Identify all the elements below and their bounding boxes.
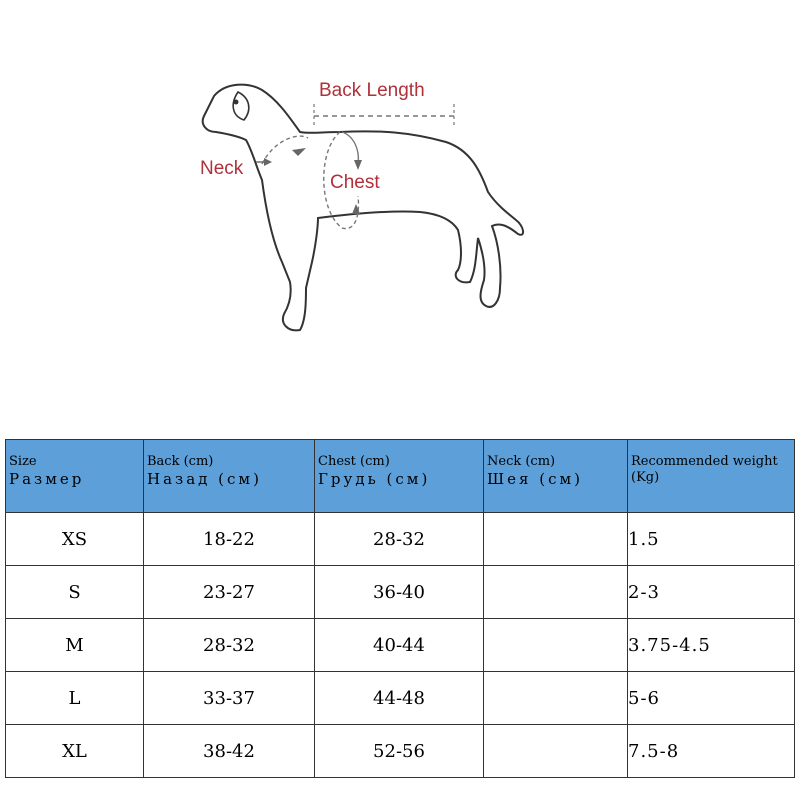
cell-weight: 5-6 [628,672,795,725]
cell-chest: 36-40 [315,566,484,619]
cell-size: S [6,566,144,619]
cell-chest: 40-44 [315,619,484,672]
header-back-ru: Назад (см) [147,470,262,488]
cell-neck [484,566,628,619]
cell-size: L [6,672,144,725]
cell-back: 28-32 [144,619,315,672]
cell-weight: 1.5 [628,513,795,566]
cell-chest: 52-56 [315,725,484,778]
cell-back: 23-27 [144,566,315,619]
neck-label: Neck [200,158,244,179]
cell-back: 33-37 [144,672,315,725]
cell-size: XS [6,513,144,566]
chest-label: Chest [330,172,380,193]
size-chart-table [5,439,795,778]
header-weight-unit: (Kg) [631,470,660,485]
cell-neck [484,513,628,566]
cell-chest: 28-32 [315,513,484,566]
header-weight [628,440,795,513]
cell-chest: 44-48 [315,672,484,725]
cell-neck [484,619,628,672]
header-size-en: Size [9,454,37,469]
cell-back: 38-42 [144,725,315,778]
back-length-label: Back Length [319,80,425,101]
cell-weight: 7.5-8 [628,725,795,778]
table-header-row [6,440,795,513]
header-chest-ru: Грудь (см) [318,470,431,488]
cell-back: 18-22 [144,513,315,566]
header-neck [484,440,628,513]
table-row [6,566,795,619]
cell-size: XL [6,725,144,778]
table-row [6,725,795,778]
header-back [144,440,315,513]
header-size-ru: Размер [9,470,85,488]
header-neck-en: Neck (cm) [487,454,556,469]
table-row [6,513,795,566]
table-row [6,619,795,672]
header-chest [315,440,484,513]
header-neck-ru: Шея (см) [487,470,583,488]
table-row [6,672,795,725]
cell-weight: 2-3 [628,566,795,619]
header-back-en: Back (cm) [147,454,214,469]
cell-neck [484,672,628,725]
header-size [6,440,144,513]
cell-size: M [6,619,144,672]
header-chest-en: Chest (cm) [318,454,390,469]
cell-weight: 3.75-4.5 [628,619,795,672]
cell-neck [484,725,628,778]
header-weight-en: Recommended weight [631,454,778,469]
